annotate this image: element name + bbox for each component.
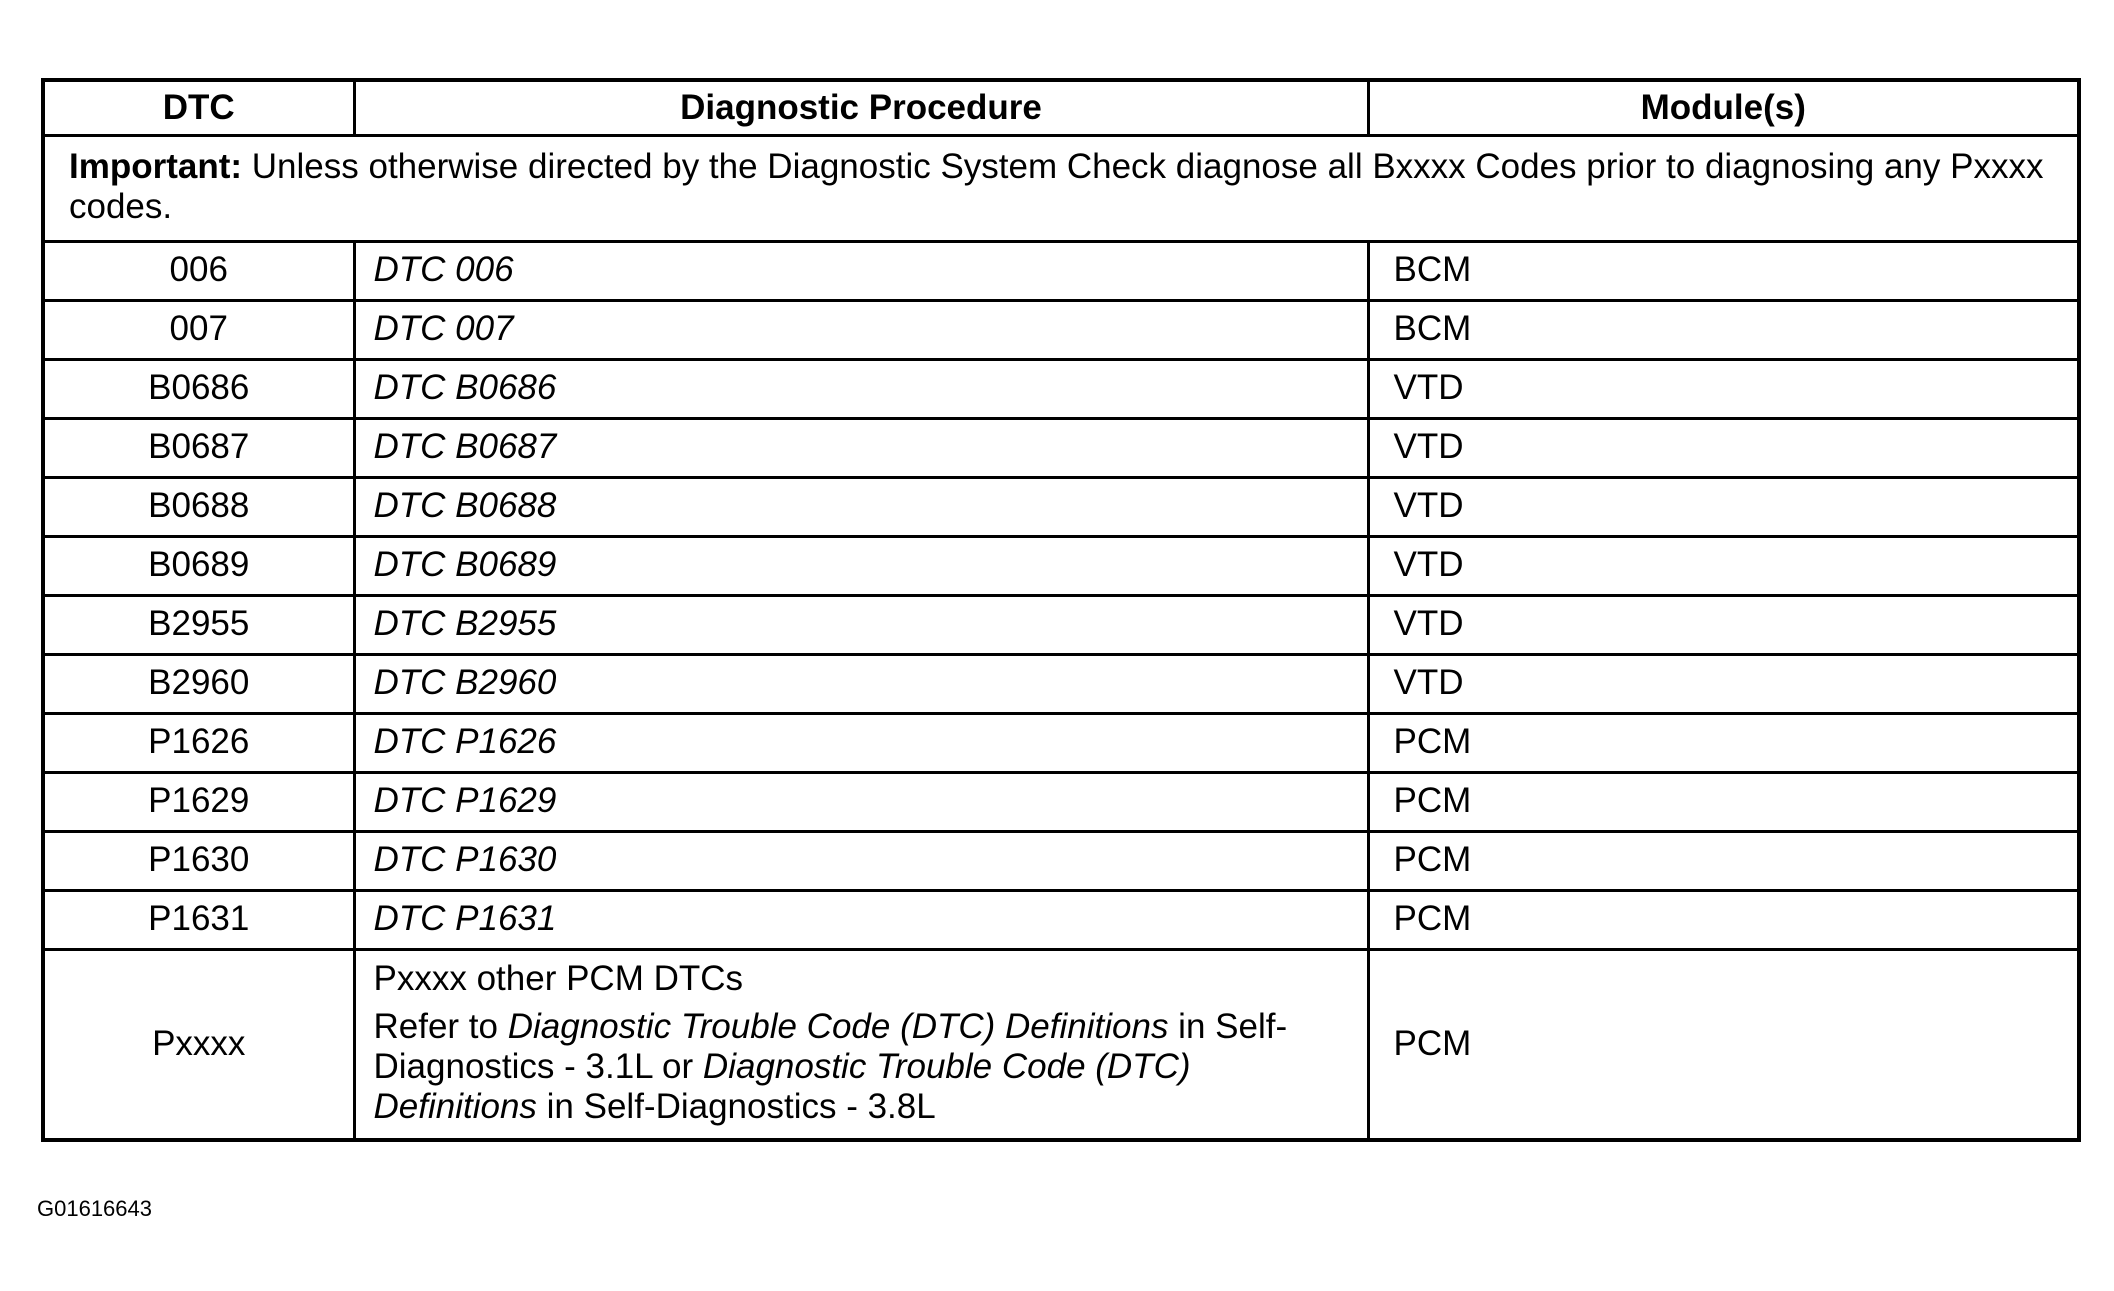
dtc-table <box>41 78 2081 1142</box>
diagnostic-procedure-link[interactable]: DTC P1629 <box>354 772 1368 831</box>
dtc-code: 006 <box>43 241 354 300</box>
table-body <box>43 136 2079 1140</box>
table-row <box>43 831 2079 890</box>
table-row <box>43 359 2079 418</box>
dtc-code: B0686 <box>43 359 354 418</box>
dtc-code: B0689 <box>43 536 354 595</box>
header-modules: Module(s) <box>1368 80 2079 136</box>
module-name: VTD <box>1368 595 2079 654</box>
important-note <box>43 136 2079 242</box>
figure-id: G01616643 <box>37 1196 152 1221</box>
diagnostic-procedure-link[interactable]: DTC 007 <box>354 300 1368 359</box>
procedure-line: Pxxxx other PCM DTCs <box>373 958 743 998</box>
table-row <box>43 654 2079 713</box>
diagnostic-procedure-link[interactable]: DTC B2960 <box>354 654 1368 713</box>
header-diagnostic-procedure: Diagnostic Procedure <box>354 80 1368 136</box>
module-name: VTD <box>1368 536 2079 595</box>
table-row <box>43 536 2079 595</box>
dtc-code: B2955 <box>43 595 354 654</box>
module-name: VTD <box>1368 418 2079 477</box>
dtc-code: P1629 <box>43 772 354 831</box>
module-name: PCM <box>1368 949 2079 1140</box>
dtc-code: B0687 <box>43 418 354 477</box>
module-name: BCM <box>1368 241 2079 300</box>
module-name: PCM <box>1368 831 2079 890</box>
module-name: PCM <box>1368 772 2079 831</box>
important-text: Unless otherwise directed by the Diagnostic System Check diagnose all Bxxxx Codes prior to diagnosing any Pxxxx codes. <box>69 147 2044 227</box>
header-dtc: DTC <box>43 80 354 136</box>
table-row <box>43 713 2079 772</box>
dtc-code: P1631 <box>43 890 354 949</box>
dtc-code: P1626 <box>43 713 354 772</box>
table-row <box>43 477 2079 536</box>
diagnostic-procedure-link[interactable]: DTC B0686 <box>354 359 1368 418</box>
reference-link-3-1l[interactable]: Diagnostic Trouble Code (DTC) Definitions <box>507 1006 1169 1046</box>
refer-text: in Self-Diagnostics - 3.8L <box>536 1087 936 1127</box>
header-row <box>43 80 2079 136</box>
module-name: PCM <box>1368 713 2079 772</box>
refer-text: in Self-Diagnostics - 3.1L or <box>373 1006 1288 1086</box>
important-note-row <box>43 136 2079 242</box>
module-name: PCM <box>1368 890 2079 949</box>
module-name: VTD <box>1368 477 2079 536</box>
dtc-code: Pxxxx <box>43 949 354 1140</box>
table-row <box>43 418 2079 477</box>
table-row <box>43 890 2079 949</box>
module-name: BCM <box>1368 300 2079 359</box>
procedure-reference <box>374 1007 1349 1128</box>
dtc-code: B2960 <box>43 654 354 713</box>
diagnostic-procedure-cell <box>354 949 1368 1140</box>
table-row <box>43 949 2079 1140</box>
diagnostic-procedure-link[interactable]: DTC P1626 <box>354 713 1368 772</box>
dtc-code: 007 <box>43 300 354 359</box>
diagnostic-procedure-link[interactable]: DTC 006 <box>354 241 1368 300</box>
important-label: Important: <box>69 147 243 186</box>
diagnostic-procedure-link[interactable]: DTC B0689 <box>354 536 1368 595</box>
table-row <box>43 595 2079 654</box>
diagnostic-procedure-link[interactable]: DTC P1630 <box>354 831 1368 890</box>
diagnostic-procedure-link[interactable]: DTC B0687 <box>354 418 1368 477</box>
diagnostic-procedure-link[interactable]: DTC B2955 <box>354 595 1368 654</box>
module-name: VTD <box>1368 359 2079 418</box>
reference-link-3-8l[interactable]: Diagnostic Trouble Code (DTC) Definitions <box>373 1047 1191 1127</box>
module-name: VTD <box>1368 654 2079 713</box>
dtc-code: B0688 <box>43 477 354 536</box>
diagnostic-procedure-link[interactable]: DTC B0688 <box>354 477 1368 536</box>
table-row <box>43 772 2079 831</box>
table-row <box>43 300 2079 359</box>
refer-text: Refer to <box>373 1006 508 1046</box>
diagnostic-procedure-link[interactable]: DTC P1631 <box>354 890 1368 949</box>
table-row <box>43 241 2079 300</box>
dtc-code: P1630 <box>43 831 354 890</box>
